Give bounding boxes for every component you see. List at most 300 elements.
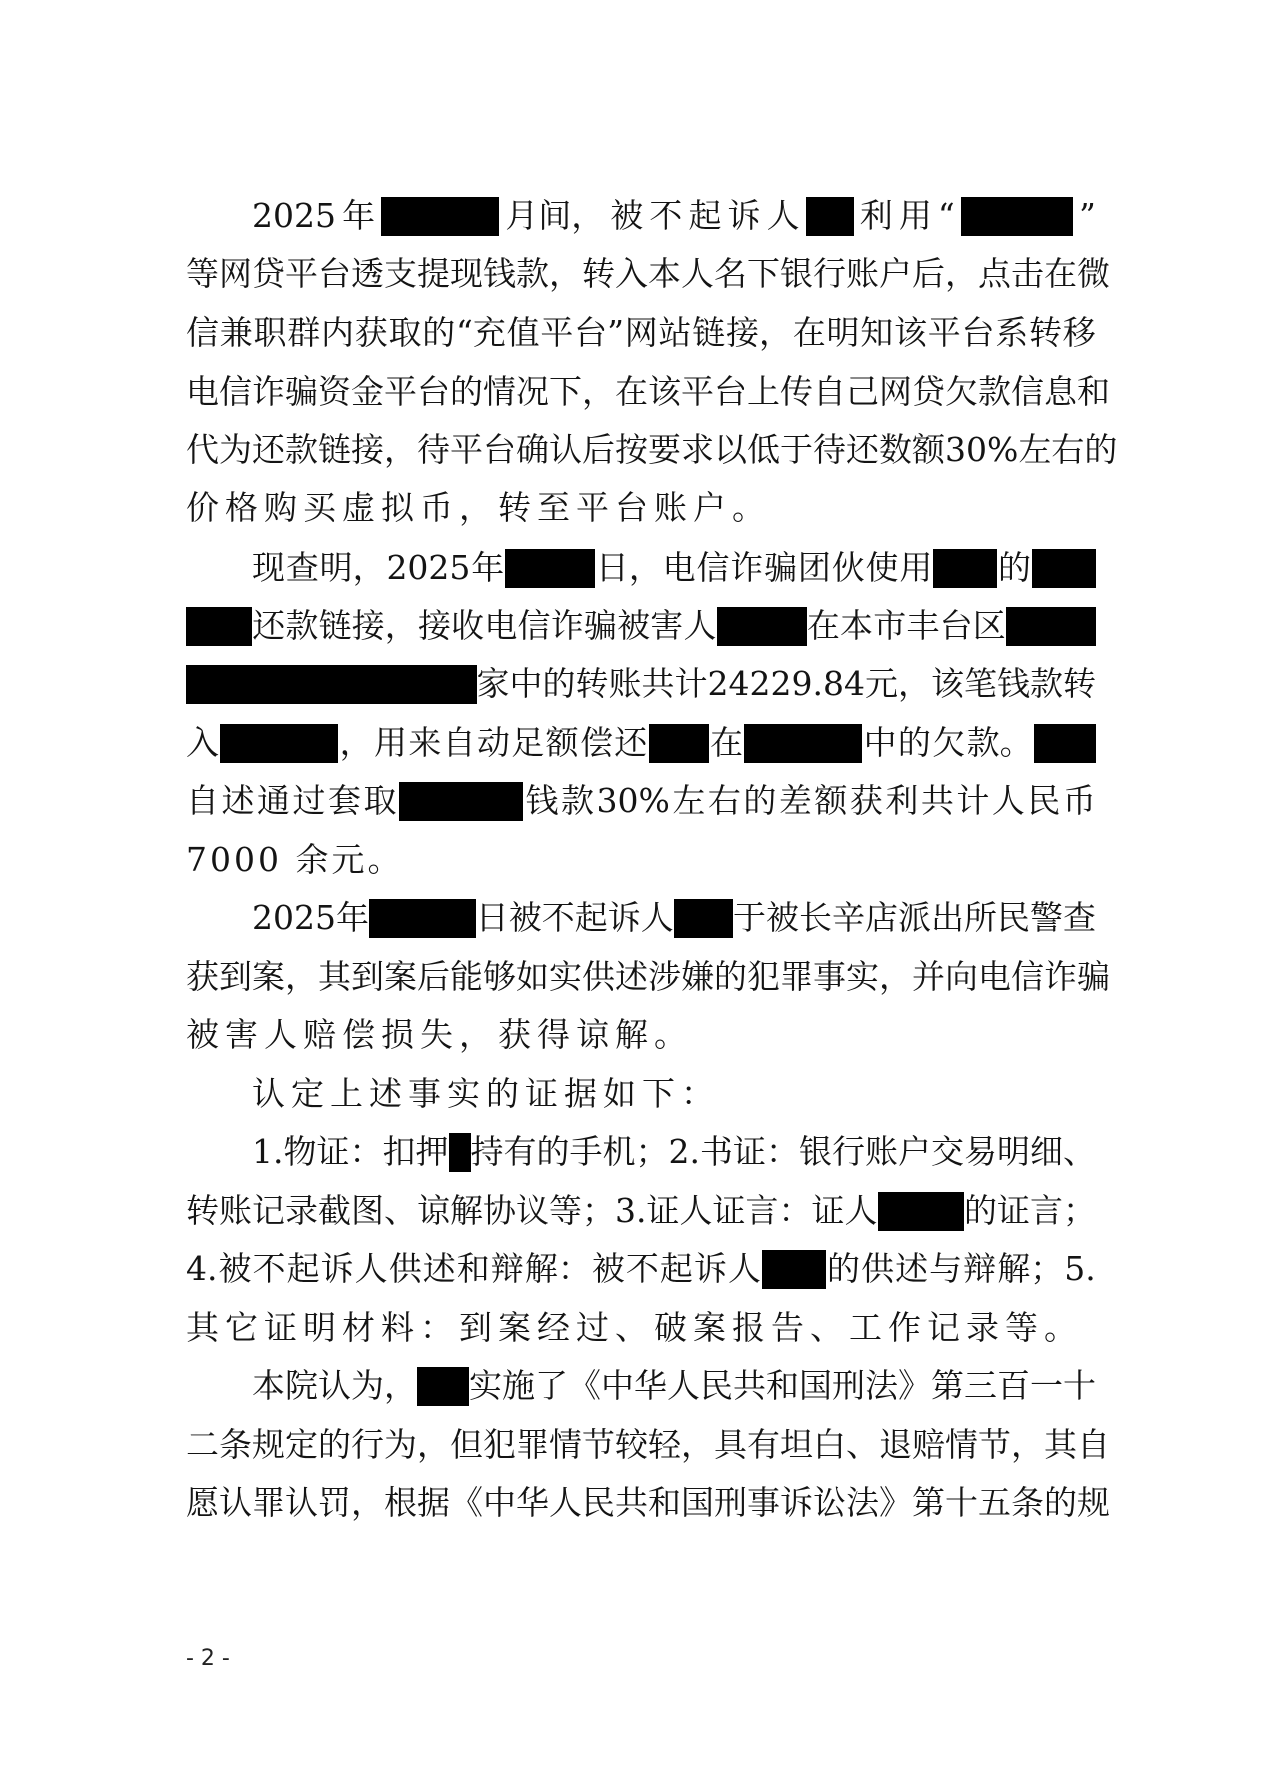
text-fragment: 月间， bbox=[505, 196, 605, 235]
text-fragment: 行 bbox=[832, 1132, 865, 1171]
text-fragment: 自 bbox=[813, 372, 846, 411]
text-fragment: 台 bbox=[318, 254, 351, 293]
text-fragment: 群 bbox=[287, 313, 321, 352]
text-fragment: 人 bbox=[354, 1249, 388, 1288]
text-fragment: 套 bbox=[328, 781, 361, 820]
text-fragment: 利 bbox=[885, 781, 919, 820]
text-fragment: 款， bbox=[516, 254, 582, 293]
text-fragment: 被 bbox=[766, 898, 799, 937]
text-fragment: 刑 bbox=[832, 1366, 865, 1405]
text-fragment: 犯 bbox=[747, 957, 780, 996]
text-fragment: 账 bbox=[608, 664, 642, 703]
text-fragment: 被 bbox=[591, 1249, 625, 1288]
text-fragment: 来 bbox=[408, 723, 442, 762]
text-fragment: 用 bbox=[898, 196, 932, 235]
text-fragment: 该 bbox=[931, 664, 964, 703]
text-fragment: 伙 bbox=[831, 548, 865, 587]
text-fragment: 额 bbox=[814, 781, 848, 820]
text-fragment: 节， bbox=[978, 1425, 1044, 1464]
paragraph-6-line-2 bbox=[186, 1423, 1110, 1467]
text-fragment: 钱 bbox=[997, 664, 1030, 703]
text-fragment: 涉 bbox=[648, 957, 681, 996]
text-fragment: 人 bbox=[681, 254, 714, 293]
text-fragment: 诈 bbox=[1044, 957, 1077, 996]
text-fragment: 系 bbox=[995, 313, 1029, 352]
text-fragment: 辛 bbox=[832, 898, 865, 937]
text-fragment: 一 bbox=[1030, 1366, 1063, 1405]
paragraph-2-line-4 bbox=[186, 721, 1096, 765]
text-fragment: 明 bbox=[997, 1132, 1030, 1171]
text-fragment: 本 bbox=[252, 1366, 285, 1405]
text-fragment: 在 bbox=[709, 723, 743, 762]
text-fragment: 该 bbox=[894, 313, 927, 352]
text-fragment: 区 bbox=[972, 606, 1006, 645]
text-fragment: 向 bbox=[945, 957, 978, 996]
text-fragment: 要 bbox=[648, 430, 681, 469]
text-fragment: 具 bbox=[714, 1425, 747, 1464]
text-fragment: 警 bbox=[1030, 898, 1063, 937]
text-fragment: 1. bbox=[252, 1132, 284, 1171]
text-fragment: 罪 bbox=[252, 1483, 285, 1522]
text-fragment: 白、 bbox=[813, 1425, 879, 1464]
text-fragment: 与 bbox=[929, 1249, 963, 1288]
text-fragment: 接， bbox=[726, 313, 792, 352]
text-fragment: 明 bbox=[826, 313, 860, 352]
text-fragment: 转 bbox=[575, 664, 609, 703]
text-fragment: 右 bbox=[1051, 430, 1085, 469]
text-fragment: 人 bbox=[727, 1249, 761, 1288]
text-fragment: 被 bbox=[610, 196, 644, 235]
text-fragment: 的 bbox=[897, 723, 931, 762]
text-fragment: 五 bbox=[978, 1483, 1011, 1522]
text-fragment: 户 bbox=[879, 254, 912, 293]
text-fragment: 钱 bbox=[525, 781, 559, 820]
paragraph-3-line-3 bbox=[186, 1013, 1096, 1057]
text-fragment: 辩 bbox=[963, 1249, 997, 1288]
paragraph-6-line-1 bbox=[252, 1364, 1096, 1408]
text-fragment: 人 bbox=[549, 1483, 582, 1522]
text-fragment: 笔 bbox=[964, 664, 997, 703]
text-fragment: 年 bbox=[471, 548, 505, 587]
text-fragment: 平 bbox=[384, 372, 417, 411]
text-fragment: 被 bbox=[218, 1249, 252, 1288]
text-fragment: 华 bbox=[516, 1483, 549, 1522]
text-fragment: 额 bbox=[545, 723, 579, 762]
text-fragment: 共 bbox=[733, 1366, 766, 1405]
text-fragment: 计 bbox=[956, 781, 990, 820]
text-fragment: 5. bbox=[1064, 1249, 1096, 1288]
text-fragment: 人 bbox=[991, 781, 1025, 820]
text-fragment: 欠 bbox=[932, 723, 966, 762]
text-fragment: 低 bbox=[747, 430, 780, 469]
text-fragment: 够 bbox=[483, 957, 516, 996]
redaction-bar bbox=[649, 724, 709, 763]
text-fragment: 还 bbox=[252, 430, 285, 469]
text-fragment: 台 bbox=[714, 372, 747, 411]
text-fragment: 足 bbox=[511, 723, 545, 762]
text-fragment: 求 bbox=[681, 430, 714, 469]
text-fragment: 链 bbox=[318, 606, 352, 645]
text-fragment: 取 bbox=[388, 313, 422, 352]
text-fragment: 击 bbox=[1011, 254, 1044, 293]
text-fragment: 转 bbox=[582, 254, 615, 293]
redaction-bar bbox=[1034, 724, 1096, 763]
paragraph-5-line-3 bbox=[186, 1247, 1096, 1291]
text-fragment: 职 bbox=[253, 313, 287, 352]
text-fragment: 到 bbox=[351, 957, 384, 996]
text-fragment: 确 bbox=[516, 430, 549, 469]
text-fragment: 坦 bbox=[780, 1425, 813, 1464]
redaction-bar bbox=[806, 197, 854, 236]
text-fragment: 4. bbox=[186, 1249, 218, 1288]
text-fragment: 第 bbox=[931, 1366, 964, 1405]
text-fragment: 认 bbox=[219, 1483, 252, 1522]
text-fragment: 起 bbox=[688, 196, 722, 235]
text-fragment: 书 bbox=[700, 1132, 733, 1171]
redaction-bar bbox=[449, 1133, 471, 1172]
text-fragment: 的 bbox=[536, 1132, 570, 1171]
text-fragment: 左 bbox=[672, 781, 706, 820]
text-fragment: 押 bbox=[415, 1132, 449, 1171]
text-fragment: 诉 bbox=[320, 1249, 354, 1288]
text-fragment: 诉 bbox=[693, 1249, 727, 1288]
text-fragment: 国 bbox=[681, 1483, 714, 1522]
text-fragment: 代 bbox=[186, 430, 219, 469]
paragraph-4-line-1 bbox=[252, 1072, 1096, 1116]
text-fragment: 认定上述事实的证据如下： bbox=[252, 1074, 720, 1113]
text-fragment: 入 bbox=[186, 723, 219, 762]
paragraph-1-line-5 bbox=[186, 428, 1118, 472]
text-fragment: 其 bbox=[318, 957, 351, 996]
text-fragment: 诈 bbox=[730, 548, 764, 587]
text-fragment: 据 bbox=[417, 1483, 450, 1522]
paragraph-2-line-2 bbox=[186, 604, 1096, 648]
redaction-bar bbox=[961, 197, 1073, 236]
text-fragment: 民 bbox=[1027, 781, 1061, 820]
text-fragment: 接 bbox=[417, 606, 451, 645]
text-fragment: 使 bbox=[865, 548, 899, 587]
text-fragment: 情 bbox=[945, 1425, 978, 1464]
text-fragment: 交 bbox=[931, 1132, 964, 1171]
text-fragment: 退 bbox=[879, 1425, 912, 1464]
text-fragment: 取 bbox=[363, 781, 397, 820]
redaction-bar bbox=[186, 607, 252, 646]
text-fragment: 华 bbox=[634, 1366, 667, 1405]
text-fragment: 电 bbox=[662, 548, 696, 587]
text-fragment: 接， bbox=[351, 606, 418, 645]
text-fragment: 百 bbox=[997, 1366, 1030, 1405]
text-fragment: 台” bbox=[574, 313, 624, 352]
text-fragment: 但 bbox=[450, 1425, 483, 1464]
text-fragment: 在 bbox=[615, 372, 648, 411]
text-fragment: 实， bbox=[846, 957, 912, 996]
text-fragment: 记 bbox=[252, 1191, 285, 1230]
text-fragment: 截 bbox=[318, 1191, 351, 1230]
text-fragment: 证： bbox=[733, 1132, 799, 1171]
redaction-bar bbox=[186, 665, 477, 704]
text-fragment: 到 bbox=[219, 957, 252, 996]
text-fragment: 不 bbox=[649, 196, 683, 235]
text-fragment: 的 bbox=[964, 1191, 997, 1230]
text-fragment: 在 bbox=[806, 606, 840, 645]
text-fragment: 按 bbox=[615, 430, 648, 469]
text-fragment: 过 bbox=[292, 781, 326, 820]
text-fragment: 出 bbox=[931, 898, 964, 937]
paragraph-2-line-3 bbox=[186, 662, 1096, 706]
text-fragment: 上 bbox=[747, 372, 780, 411]
text-fragment: 平 bbox=[285, 254, 318, 293]
text-fragment: 法》 bbox=[846, 1483, 912, 1522]
text-fragment: 钱 bbox=[483, 254, 516, 293]
text-fragment: 转 bbox=[186, 1191, 219, 1230]
text-fragment: 在 bbox=[792, 313, 826, 352]
text-fragment: 丰 bbox=[906, 606, 940, 645]
text-fragment: 民 bbox=[700, 1366, 733, 1405]
text-fragment: 台 bbox=[939, 606, 973, 645]
text-fragment: 通 bbox=[257, 781, 290, 820]
text-fragment: 自 bbox=[186, 781, 219, 820]
text-fragment: 《中 bbox=[450, 1483, 516, 1522]
text-fragment: 述 bbox=[221, 781, 255, 820]
text-fragment: 值 bbox=[506, 313, 540, 352]
text-fragment: 信 bbox=[186, 313, 219, 352]
text-fragment: 的 bbox=[1044, 1483, 1077, 1522]
text-fragment: 害 bbox=[650, 606, 684, 645]
text-fragment: 辩 bbox=[490, 1249, 524, 1288]
text-fragment: 家 bbox=[476, 664, 510, 703]
text-fragment: 人 bbox=[640, 898, 674, 937]
text-fragment: 的 bbox=[450, 372, 483, 411]
text-fragment: 传 bbox=[780, 372, 813, 411]
text-fragment: 链 bbox=[692, 313, 726, 352]
text-fragment: 用 bbox=[899, 548, 933, 587]
text-fragment: 条 bbox=[1011, 1483, 1044, 1522]
text-fragment: 日， bbox=[595, 548, 662, 587]
text-fragment: 刑 bbox=[714, 1483, 747, 1522]
redaction-bar bbox=[369, 899, 476, 938]
text-fragment: 讼 bbox=[813, 1483, 846, 1522]
text-fragment: 不 bbox=[252, 1249, 286, 1288]
text-fragment: 平 bbox=[450, 430, 483, 469]
text-fragment: 诉 bbox=[727, 196, 761, 235]
text-fragment: 不 bbox=[625, 1249, 659, 1288]
text-fragment: 人 bbox=[844, 1191, 878, 1230]
text-fragment: 图、 bbox=[351, 1191, 417, 1230]
text-fragment: 信 bbox=[696, 548, 730, 587]
text-fragment: 民 bbox=[997, 898, 1030, 937]
text-fragment: 贷 bbox=[252, 254, 285, 293]
text-fragment: 电 bbox=[186, 372, 219, 411]
text-fragment: 诉 bbox=[780, 1483, 813, 1522]
text-fragment: 点 bbox=[978, 254, 1011, 293]
text-fragment: 后 bbox=[417, 957, 450, 996]
text-fragment: 转 bbox=[1029, 313, 1062, 352]
text-fragment: 转 bbox=[1063, 664, 1096, 703]
text-fragment: 被害人赔偿损失，获得谅解。 bbox=[186, 1015, 693, 1054]
paragraph-5-line-2 bbox=[186, 1189, 1096, 1233]
text-fragment: 等； bbox=[549, 1191, 615, 1230]
text-fragment: 自 bbox=[442, 723, 476, 762]
text-fragment: 额 bbox=[912, 430, 945, 469]
text-fragment: 息 bbox=[1044, 372, 1077, 411]
text-fragment: 金 bbox=[351, 372, 384, 411]
text-fragment: 的 bbox=[827, 1249, 861, 1288]
paragraph-2-line-6 bbox=[186, 838, 1096, 882]
text-fragment: 款 bbox=[285, 430, 318, 469]
text-fragment: 案 bbox=[384, 957, 417, 996]
text-fragment: 派 bbox=[898, 898, 931, 937]
text-fragment: 数 bbox=[879, 430, 912, 469]
text-fragment: 为 bbox=[219, 430, 252, 469]
text-fragment: 接， bbox=[351, 430, 417, 469]
text-fragment: 兼 bbox=[219, 313, 253, 352]
paragraph-1-line-4 bbox=[186, 370, 1110, 414]
text-fragment: 事 bbox=[813, 957, 846, 996]
text-fragment: 支 bbox=[384, 254, 417, 293]
text-fragment: 银 bbox=[780, 254, 813, 293]
paragraph-1-line-3 bbox=[186, 311, 1096, 355]
paragraph-1-line-2 bbox=[186, 252, 1110, 296]
text-fragment: 后， bbox=[912, 254, 978, 293]
text-fragment: 录 bbox=[285, 1191, 318, 1230]
text-fragment: 证 bbox=[712, 1191, 746, 1230]
text-fragment: 民 bbox=[582, 1483, 615, 1522]
text-fragment: 被 bbox=[508, 898, 542, 937]
text-fragment: 如 bbox=[516, 957, 549, 996]
text-fragment: 其 bbox=[1044, 1425, 1077, 1464]
text-fragment: 24229.84 bbox=[707, 664, 865, 703]
text-fragment: 《中 bbox=[568, 1366, 634, 1405]
text-fragment: 罪 bbox=[516, 1425, 549, 1464]
redaction-bar bbox=[933, 549, 997, 588]
text-fragment: 证 bbox=[997, 1191, 1030, 1230]
text-fragment: 骗 bbox=[1077, 957, 1110, 996]
text-fragment: 和 bbox=[648, 1483, 681, 1522]
text-fragment: 还 bbox=[846, 430, 879, 469]
paragraph-2-line-1 bbox=[252, 546, 1096, 590]
text-fragment: “充 bbox=[456, 313, 506, 352]
text-fragment: 差 bbox=[778, 781, 812, 820]
text-fragment: 微 bbox=[1077, 254, 1110, 293]
redaction-bar bbox=[762, 1250, 826, 1289]
text-fragment: 2. bbox=[668, 1132, 700, 1171]
text-fragment: 自 bbox=[1077, 1425, 1110, 1464]
text-fragment: 获 bbox=[354, 313, 388, 352]
text-fragment: 于 bbox=[733, 898, 766, 937]
text-fragment: 易 bbox=[964, 1132, 997, 1171]
text-fragment: 的 bbox=[743, 781, 777, 820]
text-fragment: 的 bbox=[422, 313, 456, 352]
text-fragment: 认 bbox=[285, 1483, 318, 1522]
text-fragment: 情 bbox=[549, 1425, 582, 1464]
text-fragment: 在 bbox=[1044, 254, 1077, 293]
text-fragment: 该 bbox=[648, 372, 681, 411]
text-fragment: ” bbox=[1078, 196, 1096, 235]
text-fragment: 获 bbox=[849, 781, 883, 820]
text-fragment: 嫌 bbox=[681, 957, 714, 996]
text-fragment: 条 bbox=[219, 1425, 252, 1464]
text-fragment: 提 bbox=[417, 254, 450, 293]
text-fragment: 欠 bbox=[945, 372, 978, 411]
redaction-bar bbox=[717, 607, 807, 646]
text-fragment: 人 bbox=[667, 1366, 700, 1405]
text-fragment: 不 bbox=[541, 898, 575, 937]
text-fragment: 议 bbox=[516, 1191, 549, 1230]
text-fragment: 起 bbox=[574, 898, 608, 937]
text-fragment: 规 bbox=[252, 1425, 285, 1464]
text-fragment: 后 bbox=[582, 430, 615, 469]
text-fragment: 人 bbox=[683, 606, 717, 645]
text-fragment: 诉 bbox=[607, 898, 641, 937]
text-fragment: 谅 bbox=[417, 1191, 450, 1230]
text-fragment: 本 bbox=[840, 606, 873, 645]
text-fragment: 扣 bbox=[382, 1132, 416, 1171]
text-fragment: 况 bbox=[516, 372, 549, 411]
text-fragment: 网 bbox=[219, 254, 252, 293]
text-fragment: 2025 bbox=[386, 548, 471, 587]
text-fragment: 共 bbox=[920, 781, 954, 820]
text-fragment: 十 bbox=[1063, 1366, 1096, 1405]
text-fragment: 施 bbox=[502, 1366, 535, 1405]
text-fragment: 7000 余元。 bbox=[186, 840, 404, 879]
paragraph-3-line-1 bbox=[252, 896, 1096, 940]
text-fragment: 供 bbox=[861, 1249, 895, 1288]
redaction-bar bbox=[399, 782, 523, 821]
text-fragment: 网 bbox=[624, 313, 658, 352]
text-fragment: 协 bbox=[483, 1191, 516, 1230]
text-fragment: 持 bbox=[470, 1132, 504, 1171]
text-fragment: 证 bbox=[646, 1191, 680, 1230]
text-fragment: 查 bbox=[1063, 898, 1096, 937]
text-fragment: 于 bbox=[780, 430, 813, 469]
text-fragment: 解： bbox=[524, 1249, 591, 1288]
text-fragment: 台 bbox=[417, 372, 450, 411]
text-fragment: 移 bbox=[1062, 313, 1096, 352]
text-fragment: 罪 bbox=[780, 957, 813, 996]
text-fragment: 偿 bbox=[579, 723, 613, 762]
text-fragment: 计 bbox=[674, 664, 708, 703]
text-fragment: 账 bbox=[846, 254, 879, 293]
text-fragment: 手 bbox=[569, 1132, 603, 1171]
text-fragment: 现 bbox=[450, 254, 483, 293]
text-fragment: 己 bbox=[846, 372, 879, 411]
text-fragment: 年 bbox=[342, 196, 376, 235]
text-fragment: 30% bbox=[945, 430, 1019, 469]
text-fragment: 国 bbox=[799, 1366, 832, 1405]
text-fragment: 用 bbox=[373, 723, 407, 762]
text-fragment: 诈 bbox=[252, 372, 285, 411]
text-fragment: 三 bbox=[964, 1366, 997, 1405]
text-fragment: 轻， bbox=[648, 1425, 714, 1464]
text-fragment: 知 bbox=[860, 313, 894, 352]
text-fragment: 认 bbox=[549, 430, 582, 469]
text-fragment: 十 bbox=[945, 1483, 978, 1522]
text-fragment: 现 bbox=[252, 548, 285, 587]
text-fragment: 中 bbox=[509, 664, 543, 703]
text-fragment: 起 bbox=[659, 1249, 693, 1288]
text-fragment: 证 bbox=[811, 1191, 845, 1230]
text-fragment: 言： bbox=[745, 1191, 812, 1230]
text-fragment: 3. bbox=[615, 1191, 647, 1230]
text-fragment: 其它证明材料：到案经过、破案报告、工作记录等。 bbox=[186, 1308, 1083, 1347]
text-fragment: 左 bbox=[1018, 430, 1052, 469]
text-fragment: 贷 bbox=[912, 372, 945, 411]
text-fragment: 年 bbox=[335, 898, 369, 937]
text-fragment: 收 bbox=[451, 606, 485, 645]
text-fragment: 机； bbox=[602, 1132, 669, 1171]
text-fragment: ， bbox=[339, 723, 373, 762]
text-fragment: 的 bbox=[542, 664, 576, 703]
